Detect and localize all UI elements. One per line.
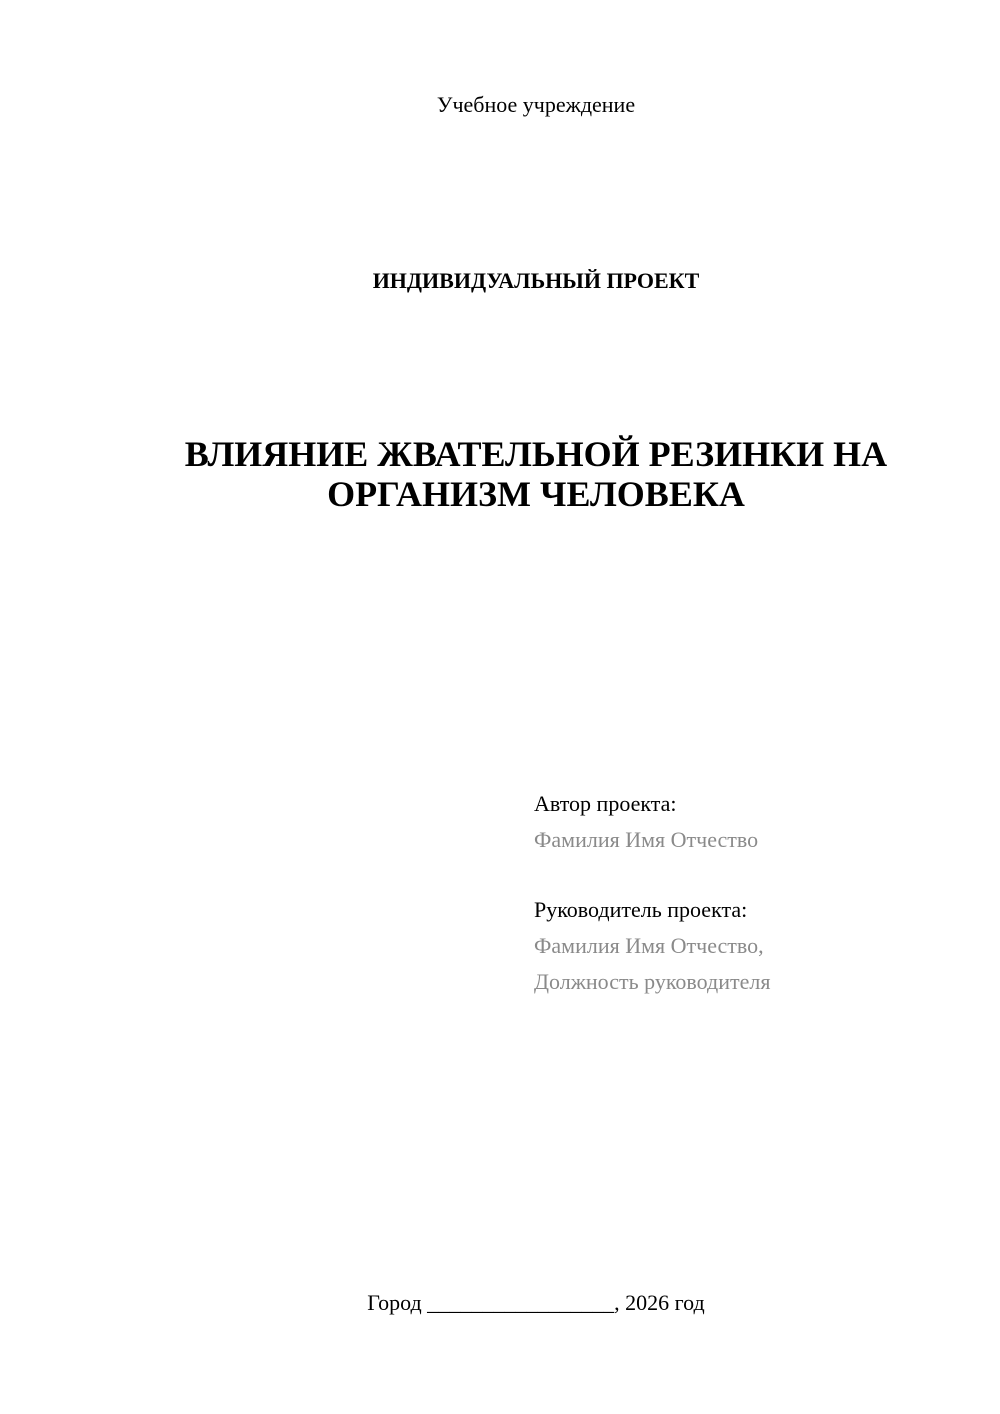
project-title (0, 434, 1000, 514)
author-block (534, 786, 758, 858)
supervisor-name-placeholder: Фамилия Имя Отчество, (534, 933, 764, 958)
author-name-placeholder: Фамилия Имя Отчество (534, 827, 759, 852)
document-type: ИНДИВИДУАЛЬНЫЙ ПРОЕКТ (372, 268, 700, 293)
project-title-line-1: ВЛИЯНИЕ ЖВАТЕЛЬНОЙ РЕЗИНКИ НА (184, 434, 888, 474)
institution-name: Учебное учреждение (436, 92, 636, 117)
project-title-line-2: ОРГАНИЗМ ЧЕЛОВЕКА (327, 474, 745, 514)
supervisor-block (534, 892, 770, 1000)
supervisor-position-placeholder: Должность руководителя (534, 969, 771, 994)
supervisor-label: Руководитель проекта: (534, 897, 748, 922)
author-label: Автор проекта: (534, 791, 677, 816)
city-year-line: Город _________________, 2026 год (367, 1290, 705, 1315)
